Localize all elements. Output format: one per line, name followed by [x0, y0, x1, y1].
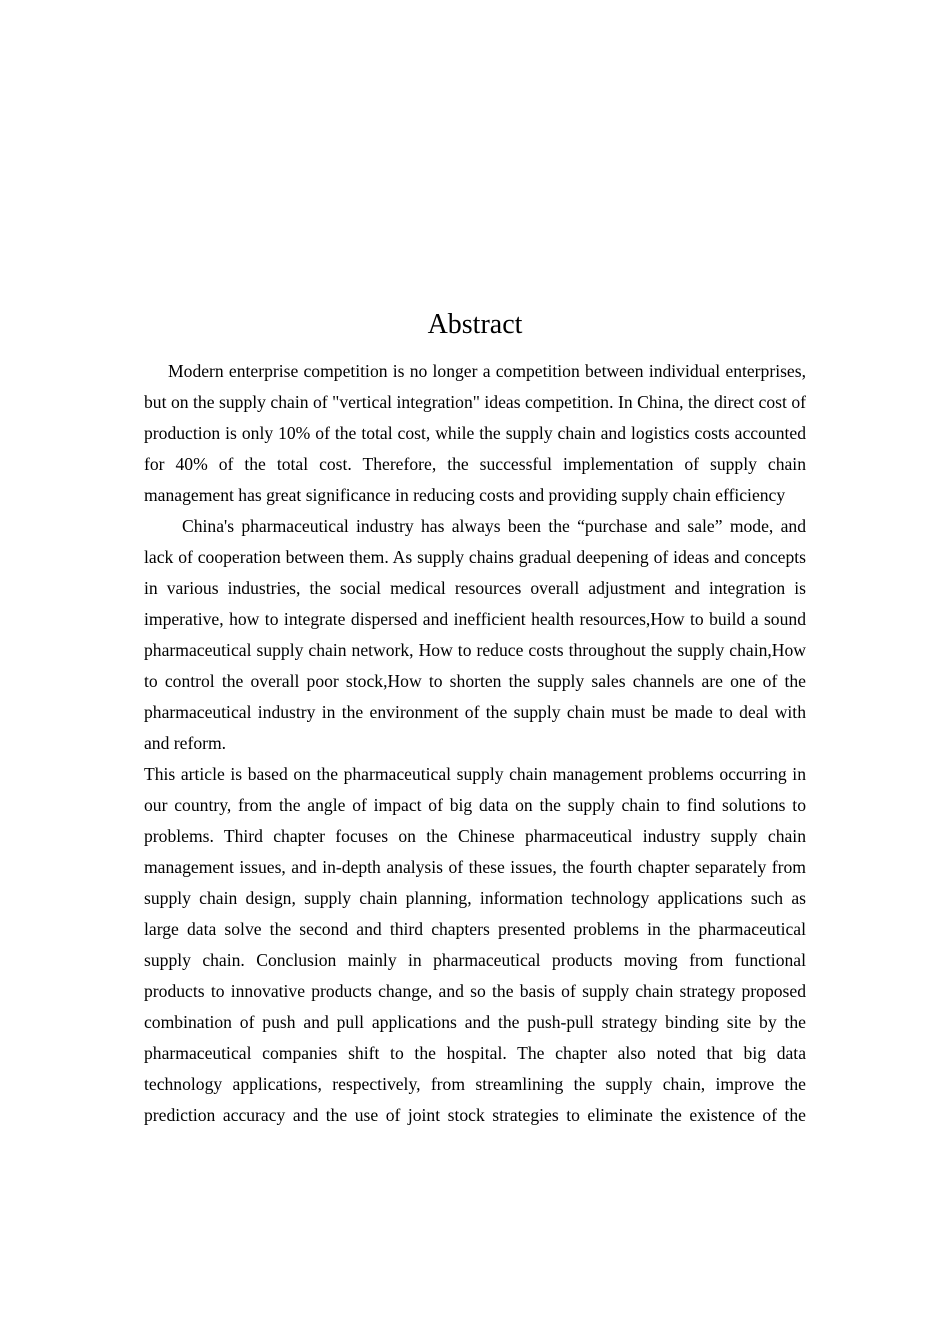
abstract-paragraph-3: This article is based on the pharmaceutical supply chain management problems occurring in our country, from the angle of impact of big data on the supply chain to find solutions to problems. Third chapter focuses on the Chinese pharmaceutical industry supply chain management issues, and in-depth analysis of these issues, the fourth chapter separately from supply chain design, supply chain planning, information technology applications such as large data solve the second and third chapters presented problems in the pharmaceutical supply chain. Conclusion mainly in pharmaceutical products moving from functional products to innovative products change, and so the basis of supply chain strategy proposed combination of push and pull applications and the push-pull strategy binding site by the pharmaceutical companies shift to the hospital. The chapter also noted that big data technology applications, respectively, from streamlining the supply chain, improve the prediction accuracy and the use of joint stock strategies to eliminate the existence of the — [144, 764, 806, 1125]
document-page — [144, 306, 806, 1131]
page-title: Abstract — [427, 309, 523, 340]
abstract-paragraph-1: Modern enterprise competition is no longer a competition between individual enterprises, but on the supply chain of "vertical integration" ideas competition. In China, the direct cost of production is only 10% of the total cost, while the supply chain and logistics costs accounted for 40% of the total cost. Therefore, the successful implementation of supply chain management has great significance in reducing costs and providing supply chain efficiency — [144, 361, 806, 505]
abstract-paragraph-2: China's pharmaceutical industry has always been the “purchase and sale” mode, and lack of cooperation between them. As supply chains gradual deepening of ideas and concepts in various industries, the social medical resources overall adjustment and integration is imperative, how to integrate dispersed and inefficient health resources,How to build a sound pharmaceutical supply chain network, How to reduce costs throughout the supply chain,How to control the overall poor stock,How to shorten the supply sales channels are one of the pharmaceutical industry in the environment of the supply chain must be made to deal with and reform. — [144, 516, 806, 753]
